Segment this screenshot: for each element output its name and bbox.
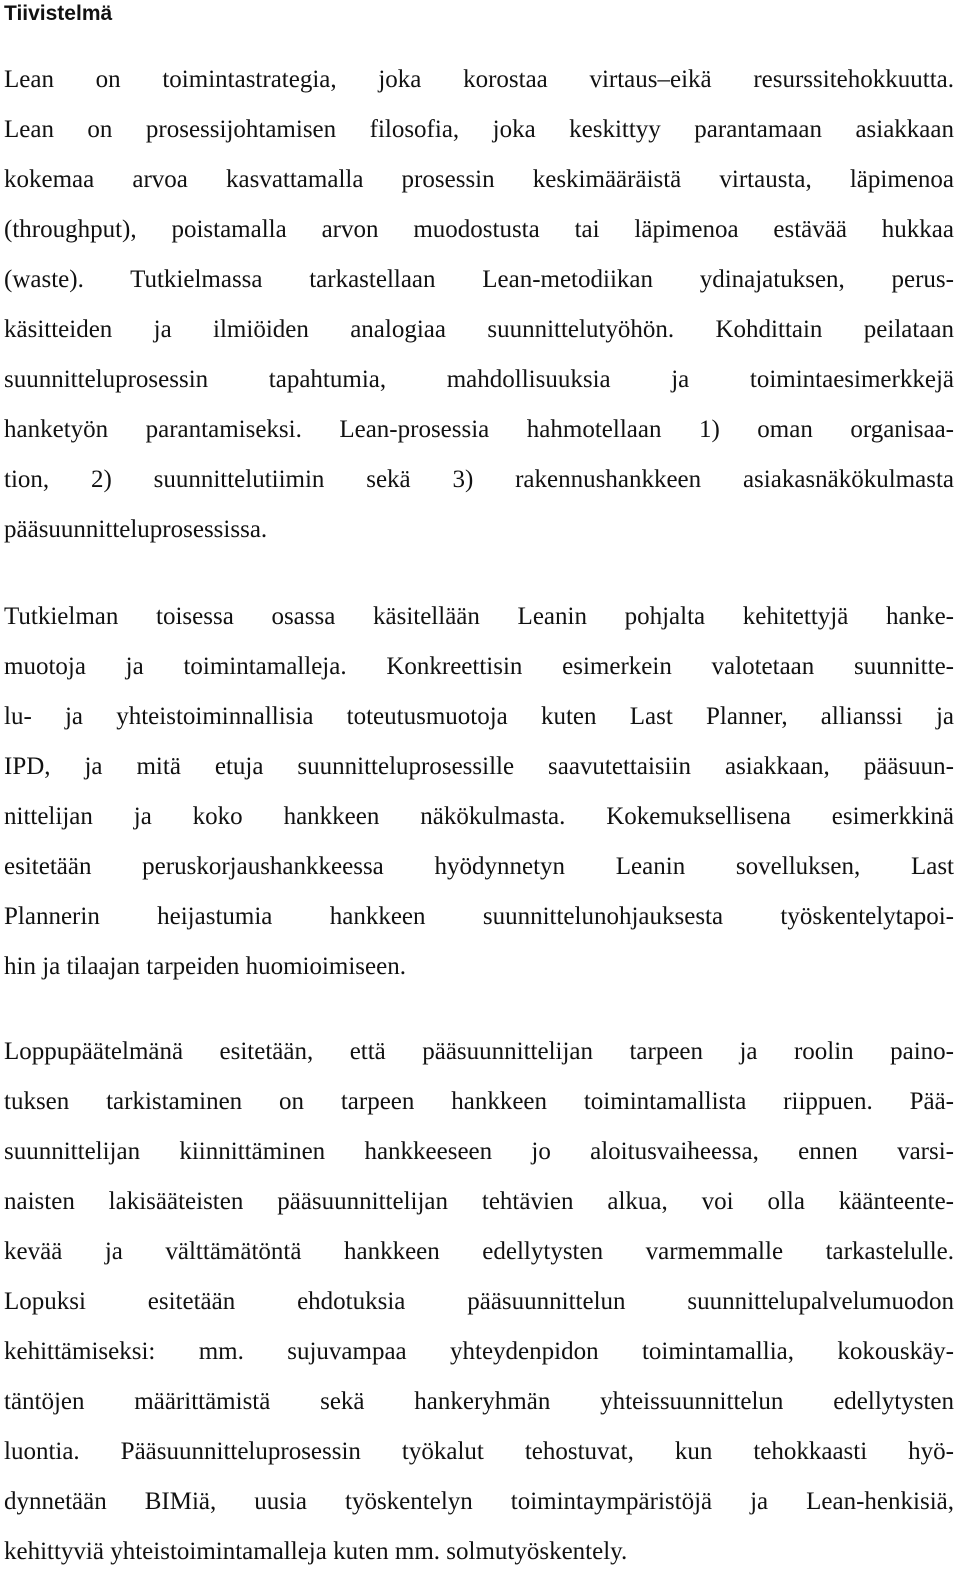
text-line: kehittyviä yhteistoimintamalleja kuten mm. solmutyöskentely.: [4, 1538, 628, 1565]
text-line: tion, 2) suunnittelutiimin sekä 3) rakennushankkeen asiakasnäkökulmasta: [4, 466, 954, 493]
section-heading: Tiivistelmä: [4, 2, 113, 25]
text-line: dynnetään BIMiä, uusia työskentelyn toimintaympäristöjä ja Lean-henkisiä,: [4, 1488, 954, 1515]
document-page: [4, 0, 954, 1565]
text-line: suunnitteluprosessin tapahtumia, mahdollisuuksia ja toimintaesimerkkejä: [4, 366, 954, 393]
text-line: (throughput), poistamalla arvon muodostusta tai läpimenoa estävää hukkaa: [4, 216, 954, 243]
text-line: esitetään peruskorjaushankkeessa hyödynnetyn Leanin sovelluksen, Last: [4, 853, 954, 880]
text-line: naisten lakisääteisten pääsuunnittelijan tehtävien alkua, voi olla käänteente-: [4, 1188, 954, 1215]
text-line: täntöjen määrittämistä sekä hankeryhmän yhteissuunnittelun edellytysten: [4, 1388, 954, 1415]
text-line: IPD, ja mitä etuja suunnitteluprosessille saavutettaisiin asiakkaan, pääsuun-: [4, 753, 954, 780]
text-line: hanketyön parantamiseksi. Lean-prosessia hahmotellaan 1) oman organisaa-: [4, 416, 954, 443]
paragraph-1: [4, 55, 954, 555]
text-line: Plannerin heijastumia hankkeen suunnittelunohjauksesta työskentelytapoi-: [4, 903, 954, 930]
text-line: lu- ja yhteistoiminnallisia toteutusmuotoja kuten Last Planner, allianssi ja: [4, 703, 954, 730]
text-line: Loppupäätelmänä esitetään, että pääsuunnittelijan tarpeen ja roolin paino-: [4, 1038, 954, 1065]
text-line: nittelijan ja koko hankkeen näkökulmasta. Kokemuksellisena esimerkkinä: [4, 803, 954, 830]
text-line: Lean on prosessijohtamisen filosofia, joka keskittyy parantamaan asiakkaan: [4, 116, 954, 143]
paragraph-3: [4, 1027, 954, 1577]
text-line: luontia. Pääsuunnitteluprosessin työkalut tehostuvat, kun tehokkaasti hyö-: [4, 1438, 954, 1465]
text-line: kehittämiseksi: mm. sujuvampaa yhteydenpidon toimintamallia, kokouskäy-: [4, 1338, 954, 1365]
text-line: kevää ja välttämätöntä hankkeen edellytysten varmemmalle tarkastelulle.: [4, 1238, 954, 1265]
text-line: hin ja tilaajan tarpeiden huomioimiseen.: [4, 953, 406, 980]
text-line: muotoja ja toimintamalleja. Konkreettisin esimerkein valotetaan suunnitte-: [4, 653, 954, 680]
text-line: (waste). Tutkielmassa tarkastellaan Lean-metodiikan ydinajatuksen, perus-: [4, 266, 954, 293]
text-line: käsitteiden ja ilmiöiden analogiaa suunnittelutyöhön. Kohdittain peilataan: [4, 316, 954, 343]
text-line: kokemaa arvoa kasvattamalla prosessin keskimääräistä virtausta, läpimenoa: [4, 166, 954, 193]
text-line: pääsuunnitteluprosessissa.: [4, 516, 268, 543]
text-line: suunnittelijan kiinnittäminen hankkeeseen jo aloitusvaiheessa, ennen varsi-: [4, 1138, 954, 1165]
text-line: tuksen tarkistaminen on tarpeen hankkeen toimintamallista riippuen. Pää-: [4, 1088, 954, 1115]
paragraph-2: [4, 592, 954, 992]
text-line: Tutkielman toisessa osassa käsitellään Leanin pohjalta kehitettyjä hanke-: [4, 603, 954, 630]
text-line: Lean on toimintastrategia, joka korostaa virtaus–eikä resurssitehokkuutta.: [4, 66, 954, 93]
text-line: Lopuksi esitetään ehdotuksia pääsuunnittelun suunnittelupalvelumuodon: [4, 1288, 954, 1315]
